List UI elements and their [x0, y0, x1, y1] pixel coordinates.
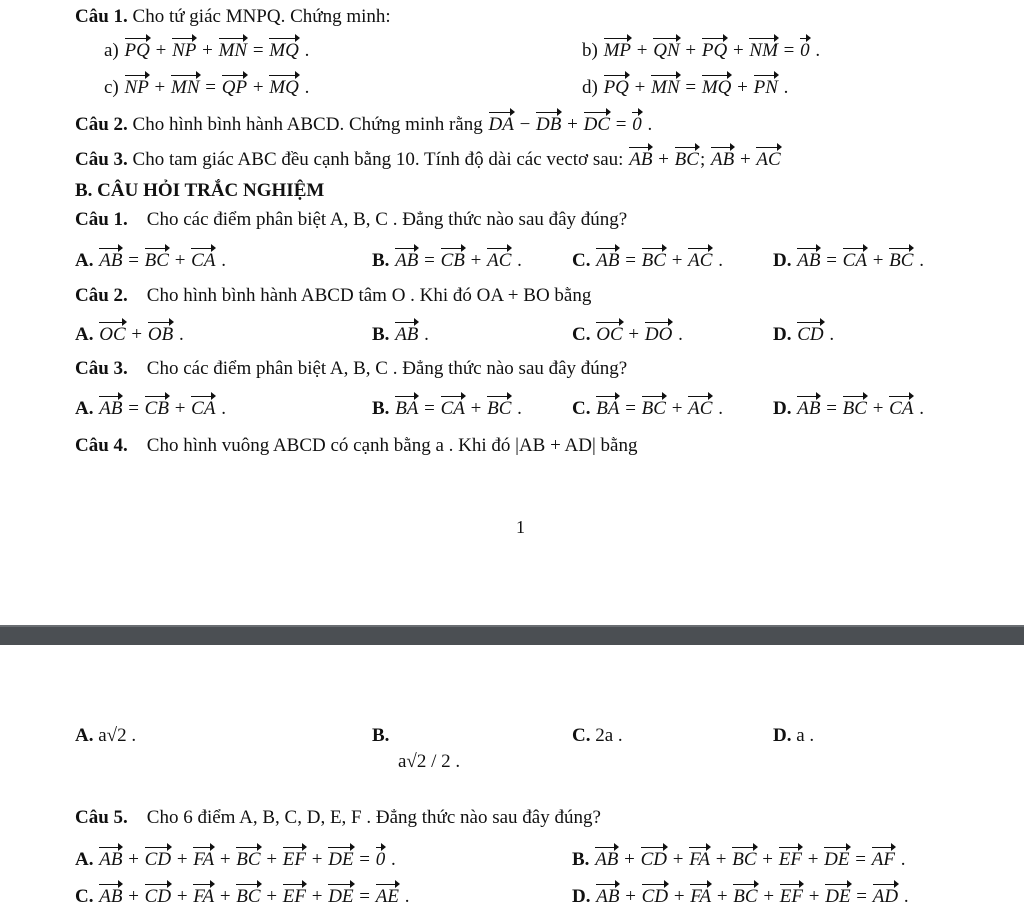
mc5-title: Câu 5.	[75, 807, 128, 828]
item-label: a)	[104, 40, 119, 61]
mc5-text: Cho 6 điểm A, B, C, D, E, F . Đẳng thức nào sau đây đúng?	[146, 807, 601, 828]
option-label: C.	[572, 725, 591, 746]
option-label: C.	[572, 324, 591, 345]
option-label: B.	[372, 398, 390, 419]
q1-item-d	[582, 73, 788, 100]
mc2-option-b	[372, 320, 429, 347]
mc3-question	[75, 357, 627, 381]
page-separator	[0, 625, 1024, 645]
mc2-text: Cho hình bình hành ABCD tâm O . Khi đó OA + BO bằng	[146, 285, 592, 306]
mc4-text: Cho hình vuông ABCD có cạnh bằng a . Khi đó |AB + AD| bằng	[146, 435, 638, 456]
q1-item-b	[582, 36, 820, 63]
mc3-option-c	[572, 394, 723, 421]
math-expression: AB = BC + CA .	[796, 398, 924, 419]
option-label: C.	[572, 398, 591, 419]
math-expression: a√2 .	[98, 725, 137, 746]
math-expression: AB + CD + FA + BC + EF + DE = 0 .	[98, 849, 396, 870]
q3-title: Câu 3.	[75, 149, 128, 170]
mc3-option-d	[773, 394, 924, 421]
mc1-option-a	[75, 246, 226, 273]
option-label: A.	[75, 849, 94, 870]
option-label: B.	[372, 250, 390, 271]
math-expression: BA = BC + AC .	[595, 398, 723, 419]
q1-item-a	[104, 36, 309, 63]
q1-text: Cho tứ giác MNPQ. Chứng minh:	[132, 6, 391, 27]
page-number: 1	[516, 517, 525, 537]
document-page-2	[0, 645, 1024, 919]
q2-text: Cho hình bình hành ABCD. Chứng minh rằng	[132, 114, 483, 135]
math-expression: PQ + MN = MQ + PN .	[603, 77, 789, 98]
math-expression: AB .	[394, 324, 429, 345]
math-expression: NP + MN = QP + MQ .	[124, 77, 310, 98]
mc2-option-d	[773, 320, 834, 347]
math-expression: AB + CD + FA + BC + EF + DE = AD .	[595, 886, 908, 907]
option-label: A.	[75, 725, 94, 746]
option-label: D.	[773, 250, 792, 271]
mc3-text: Cho các điểm phân biệt A, B, C . Đẳng thức nào sau đây đúng?	[146, 358, 628, 379]
mc5-option-b	[572, 845, 905, 872]
q2-title: Câu 2.	[75, 114, 128, 135]
section-heading: B. CÂU HỎI TRẮC NGHIỆM	[75, 180, 325, 201]
option-label: A.	[75, 250, 94, 271]
mc5-option-a	[75, 845, 396, 872]
option-label: A.	[75, 324, 94, 345]
mc4-option-b	[372, 724, 389, 748]
math-expression: CD .	[796, 324, 834, 345]
math-expression: a .	[796, 725, 815, 746]
mc1-option-c	[572, 246, 723, 273]
option-label: B.	[372, 725, 390, 746]
mc4-option-c	[572, 724, 623, 748]
math-expression: OC + OB .	[98, 324, 183, 345]
item-label: c)	[104, 77, 119, 98]
mc4-option-d	[773, 724, 814, 748]
mc4-question	[75, 434, 637, 458]
q3-text: Cho tam giác ABC đều cạnh bằng 10. Tính độ dài các vectơ sau:	[132, 149, 624, 170]
option-label: C.	[75, 886, 94, 907]
mc1-option-b	[372, 246, 522, 273]
mc1-title: Câu 1.	[75, 209, 128, 230]
item-label: b)	[582, 40, 598, 61]
mc1-question	[75, 208, 627, 232]
q1-title: Câu 1.	[75, 6, 128, 27]
mc1-option-d	[773, 246, 924, 273]
option-label: B.	[572, 849, 590, 870]
math-expression: OC + DO .	[595, 324, 683, 345]
q2-line	[75, 110, 652, 137]
option-label: D.	[773, 398, 792, 419]
math-expression: AB = BC + CA .	[98, 250, 226, 271]
item-label: d)	[582, 77, 598, 98]
q3-line	[75, 145, 782, 172]
math-expression: AB = CA + BC .	[796, 250, 924, 271]
option-label: D.	[773, 324, 792, 345]
mc4-title: Câu 4.	[75, 435, 128, 456]
math-expression: 2a .	[595, 725, 623, 746]
math-expression: AB = BC + AC .	[595, 250, 723, 271]
mc5-question	[75, 806, 601, 830]
mc2-question	[75, 284, 591, 308]
mc2-title: Câu 2.	[75, 285, 128, 306]
option-label: B.	[372, 324, 390, 345]
mc1-text: Cho các điểm phân biệt A, B, C . Đẳng thức nào sau đây đúng?	[146, 209, 628, 230]
option-label: A.	[75, 398, 94, 419]
option-label: D.	[572, 886, 591, 907]
option-label: D.	[773, 725, 792, 746]
mc4-option-a	[75, 724, 136, 748]
math-expression: AB = CB + AC .	[394, 250, 522, 271]
math-expression: AB + BC; AB + AC	[628, 149, 781, 170]
math-expression: DA − DB + DC = 0 .	[488, 114, 653, 135]
math-expression: PQ + NP + MN = MQ .	[124, 40, 310, 61]
mc4-option-b-expr	[398, 750, 460, 774]
math-expression: a√2 / 2 .	[398, 751, 461, 772]
q1-item-c	[104, 73, 309, 100]
math-expression: AB + CD + FA + BC + EF + DE = AF .	[594, 849, 905, 870]
math-expression: MP + QN + PQ + NM = 0 .	[603, 40, 821, 61]
q1-line	[75, 5, 391, 29]
math-expression: BA = CA + BC .	[394, 398, 522, 419]
option-label: C.	[572, 250, 591, 271]
math-expression: AB = CB + CA .	[98, 398, 226, 419]
mc5-option-c	[75, 882, 409, 909]
math-expression: AB + CD + FA + BC + EF + DE = AE .	[98, 886, 409, 907]
mc2-option-c	[572, 320, 683, 347]
mc3-option-a	[75, 394, 226, 421]
mc5-option-d	[572, 882, 909, 909]
mc3-title: Câu 3.	[75, 358, 128, 379]
mc3-option-b	[372, 394, 522, 421]
mc2-option-a	[75, 320, 184, 347]
